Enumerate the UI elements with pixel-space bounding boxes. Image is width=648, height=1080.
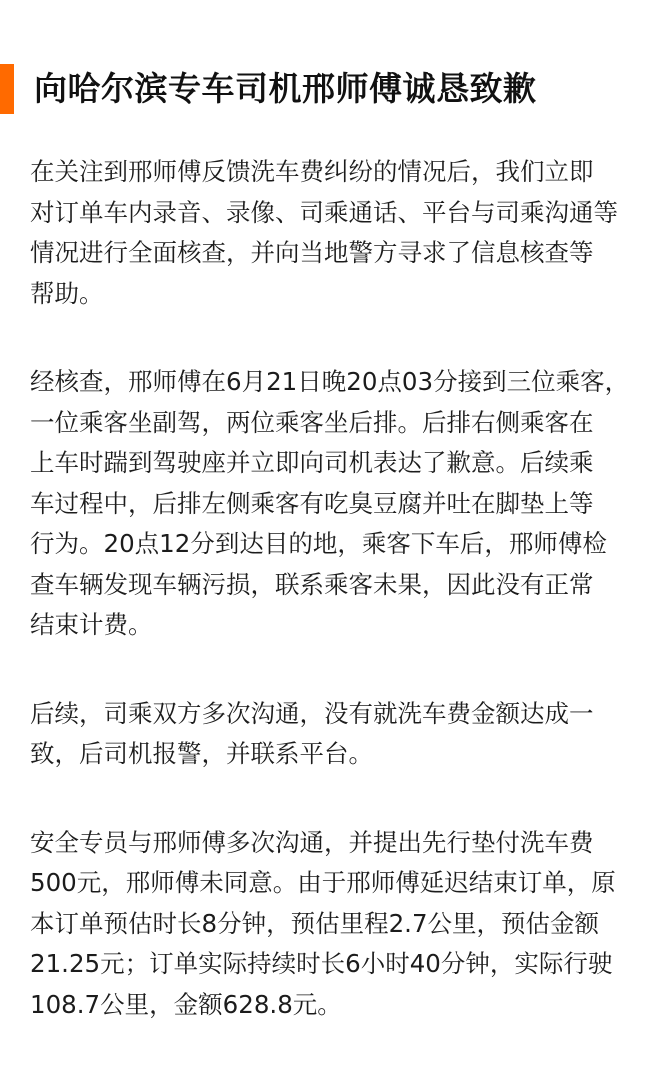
paragraph-1 — [30, 152, 626, 314]
text-line: 108.7公里，金额628.8元。 — [30, 989, 342, 1019]
text-line: 本订单预估时长8分钟，预估里程2.7公里，预估金额 — [30, 908, 600, 938]
text-line: 安全专员与邢师傅多次沟通，并提出先行垫付洗车费 — [30, 827, 594, 857]
paragraph-2 — [30, 362, 630, 646]
text-line: 500元，邢师傅未同意。由于邢师傅延迟结束订单，原 — [30, 868, 616, 897]
article-header — [0, 64, 648, 114]
article-title: 向哈尔滨专车司机邢师傅诚恳致歉 — [34, 69, 537, 108]
text-line: 结束计费。 — [30, 610, 153, 639]
text-line: 车过程中，后排左侧乘客有吃臭豆腐并吐在脚垫上等 — [30, 488, 594, 518]
text-line: 经核查，邢师傅在6月21日晚20点03分接到三位乘客， — [30, 367, 630, 396]
title-accent-bar — [0, 64, 14, 114]
text-line: 帮助。 — [30, 278, 104, 308]
paragraph-3 — [30, 694, 626, 775]
text-line: 行为。20点12分到达目的地，乘客下车后，邢师傅检 — [30, 529, 607, 558]
text-line: 致，后司机报警，并联系平台。 — [30, 739, 373, 768]
text-line: 查车辆发现车辆污损，联系乘客未果，因此没有正常 — [30, 569, 594, 599]
article-body — [30, 152, 630, 1073]
text-line: 一位乘客坐副驾，两位乘客坐后排。后排右侧乘客在 — [30, 407, 594, 437]
paragraph-4 — [30, 823, 626, 1026]
text-line: 后续，司乘双方多次沟通，没有就洗车费金额达成一 — [30, 698, 594, 728]
text-line: 上车时踹到驾驶座并立即向司机表达了歉意。后续乘 — [30, 448, 594, 477]
text-line: 情况进行全面核查，并向当地警方寻求了信息核查等 — [30, 238, 594, 267]
text-line: 在关注到邢师傅反馈洗车费纠纷的情况后，我们立即 — [30, 157, 594, 186]
text-line: 对订单车内录音、录像、司乘通话、平台与司乘沟通等 — [30, 197, 618, 227]
text-line: 21.25元；订单实际持续时长6小时40分钟，实际行驶 — [30, 949, 613, 978]
